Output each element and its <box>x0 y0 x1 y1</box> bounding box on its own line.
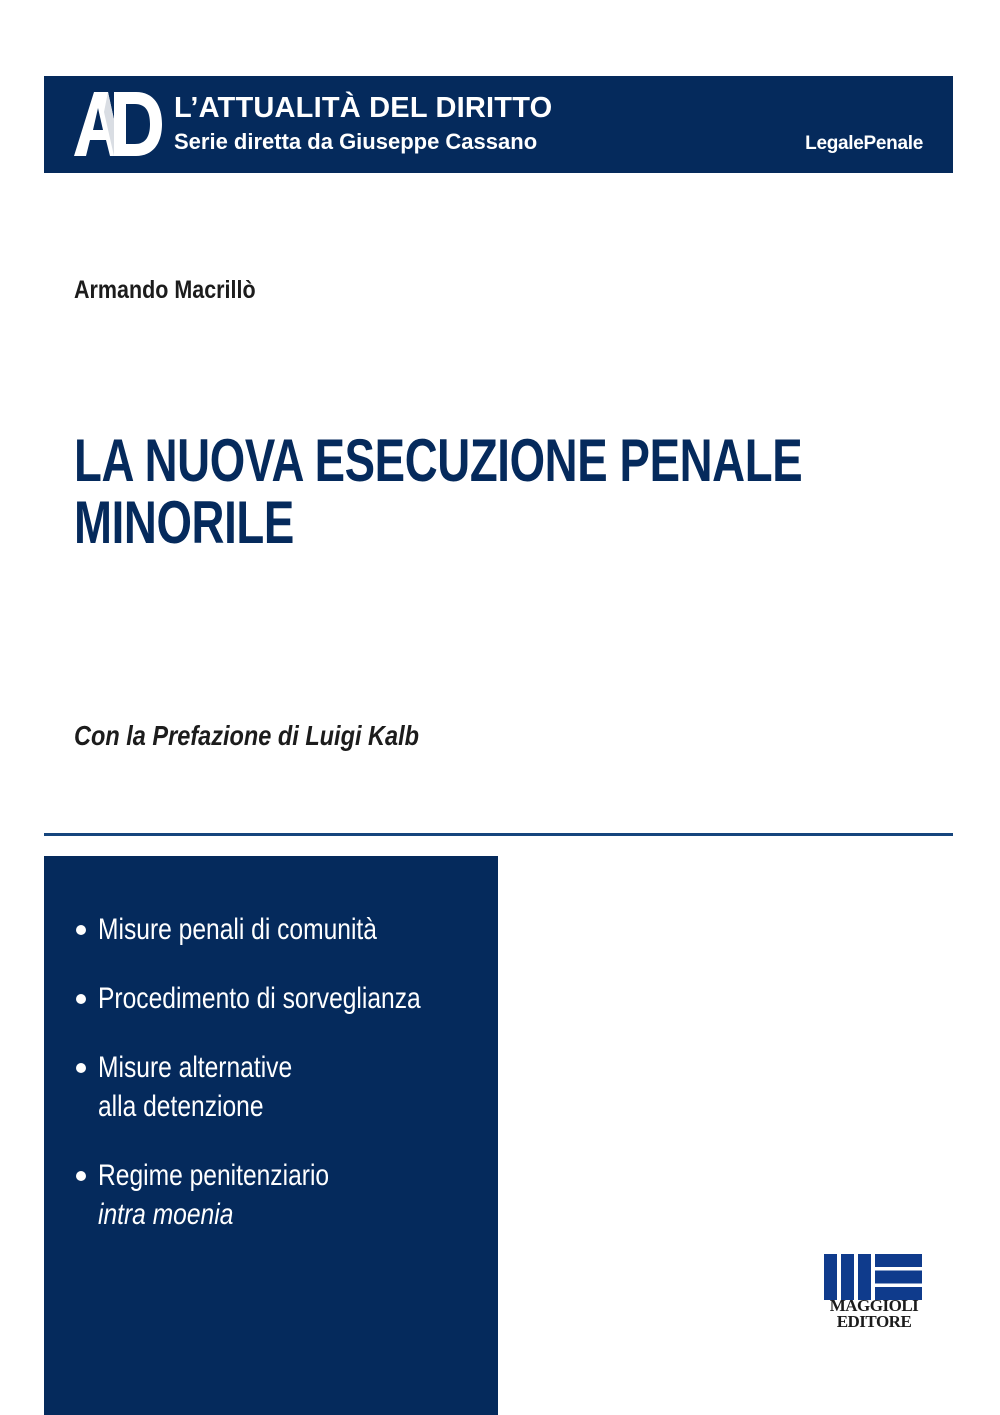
series-title: L’ATTUALITÀ DEL DIRITTO <box>174 92 553 124</box>
topic-text-continued: alla detenzione <box>98 1090 264 1123</box>
preface-credit: Con la Prefazione di Luigi Kalb <box>74 720 419 751</box>
topic-text: Misure alternative <box>98 1051 293 1084</box>
topic-text: Regime penitenziario <box>98 1159 330 1192</box>
horizontal-divider <box>44 833 953 836</box>
ad-monogram-logo-icon <box>74 92 164 156</box>
publisher-name <box>820 1298 928 1330</box>
topic-text: Procedimento di sorveglianza <box>98 982 421 1015</box>
bullet-icon <box>76 1063 86 1073</box>
collection-label: LegalePenale <box>805 133 923 154</box>
publisher-logo <box>820 1252 928 1342</box>
maggioli-bars-logo-icon <box>823 1253 923 1301</box>
book-title-line-1: LA NUOVA ESECUZIONE PENALE <box>74 427 803 494</box>
topic-item <box>74 979 494 1018</box>
topic-text: Misure penali di comunità <box>98 913 377 946</box>
author-name: Armando Macrillò <box>74 276 256 304</box>
topics-list <box>74 910 494 1264</box>
topic-item <box>74 910 494 949</box>
topic-text-italic: intra moenia <box>98 1198 234 1231</box>
bullet-icon <box>76 925 86 935</box>
book-title-line-2: MINORILE <box>74 489 294 556</box>
bullet-icon <box>76 994 86 1004</box>
book-title <box>74 427 803 556</box>
topic-item <box>74 1156 494 1234</box>
topic-item <box>74 1048 494 1126</box>
bullet-icon <box>76 1171 86 1181</box>
series-subtitle: Serie diretta da Giuseppe Cassano <box>174 129 538 154</box>
publisher-name-line-2: EDITORE <box>836 1312 912 1331</box>
publisher-name-line-1: MAGGIOLI <box>829 1296 919 1315</box>
